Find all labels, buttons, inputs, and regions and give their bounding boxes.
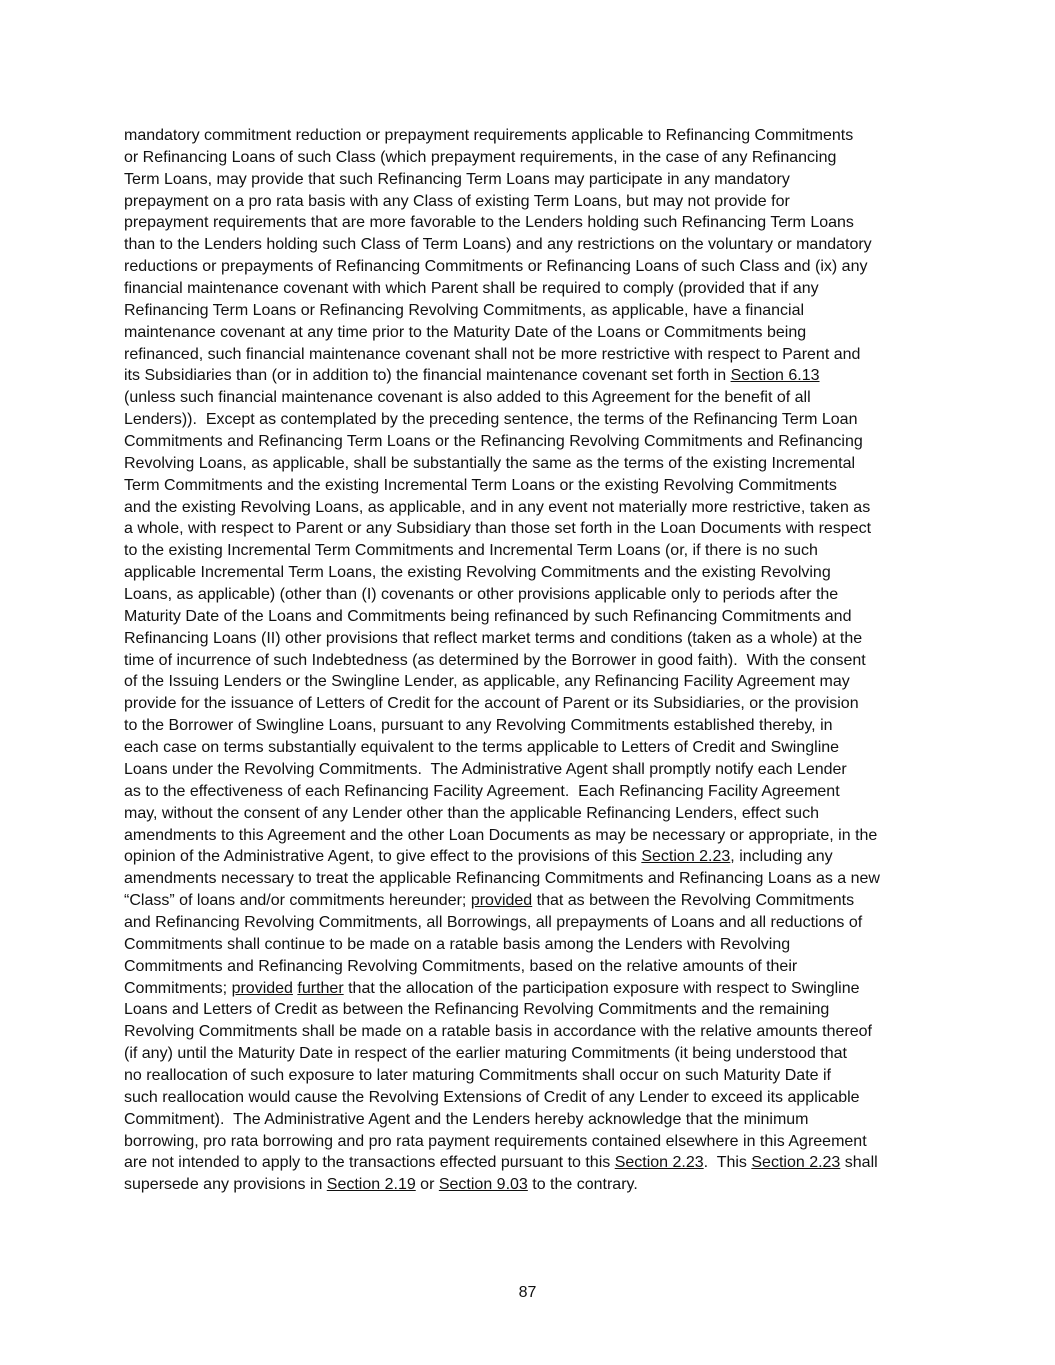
text-line — [124, 1109, 936, 1131]
text-line — [124, 1152, 936, 1174]
text-line — [124, 1065, 936, 1087]
text-segment: Commitments and Refinancing Term Loans or the Refinancing Revolving Commitments and Refinancing — [124, 433, 863, 451]
text-line — [124, 825, 936, 847]
text-line — [124, 956, 936, 978]
text-segment: maintenance covenant at any time prior to the Maturity Date of the Loans or Commitments being — [124, 323, 807, 341]
text-line — [124, 693, 936, 715]
text-line — [124, 759, 936, 781]
text-line — [124, 781, 936, 803]
text-line — [124, 1021, 936, 1043]
text-segment: Revolving Loans, as applicable, shall be substantially the same as the terms of the existing Incremental — [124, 454, 856, 472]
text-line — [124, 584, 936, 606]
text-line — [124, 344, 936, 366]
text-segment: Loans under the Revolving Commitments. The Administrative Agent shall promptly notify each Lender — [124, 760, 847, 778]
text-segment: borrowing, pro rata borrowing and pro rata payment requirements contained elsewhere in this Agreement — [124, 1132, 867, 1150]
text-line — [124, 912, 936, 934]
text-segment: its Subsidiaries than (or in addition to) the financial maintenance covenant set forth in — [124, 367, 731, 385]
text-line — [124, 1087, 936, 1109]
text-line — [124, 737, 936, 759]
text-segment: Maturity Date of the Loans and Commitments being refinanced by such Refinancing Commitments and — [124, 607, 852, 625]
text-segment: of the Issuing Lenders or the Swingline Lender, as applicable, any Refinancing Facility Agreement may — [124, 673, 850, 691]
text-segment: Commitment). The Administrative Agent and the Lenders hereby acknowledge that the minimum — [124, 1110, 809, 1128]
text-line — [124, 803, 936, 825]
text-segment: to the Borrower of Swingline Loans, pursuant to any Revolving Commitments established thereby, in — [124, 717, 833, 735]
text-segment: Term Commitments and the existing Incremental Term Loans or the existing Revolving Commitments — [124, 476, 837, 494]
text-line — [124, 191, 936, 213]
text-segment: no reallocation of such exposure to later maturing Commitments shall occur on such Maturity Date if — [124, 1066, 831, 1084]
text-line — [124, 606, 936, 628]
text-segment: “Class” of loans and/or commitments hereunder; — [124, 892, 471, 910]
text-segment: and the existing Revolving Loans, as applicable, and in any event not materially more restrictive, taken as — [124, 498, 871, 516]
body-paragraph — [124, 125, 936, 1196]
text-line — [124, 628, 936, 650]
cross-reference-text: Section 2.23 — [614, 1154, 704, 1172]
text-segment: to the existing Incremental Term Commitments and Incremental Term Loans (or, if there is no such — [124, 542, 818, 560]
text-line — [124, 715, 936, 737]
text-segment: amendments to this Agreement and the other Loan Documents as may be necessary or appropriate, in the — [124, 826, 878, 844]
text-line — [124, 256, 936, 278]
text-segment: each case on terms substantially equivalent to the terms applicable to Letters of Credit and Swingline — [124, 739, 840, 757]
text-segment: are not intended to apply to the transactions effected pursuant to this — [124, 1154, 615, 1172]
text-line — [124, 540, 936, 562]
text-line — [124, 999, 936, 1021]
text-segment: mandatory commitment reduction or prepayment requirements applicable to Refinancing Commitments — [124, 127, 854, 144]
text-line — [124, 562, 936, 584]
text-line — [124, 890, 936, 912]
text-line — [124, 497, 936, 519]
text-line — [124, 650, 936, 672]
text-segment: reductions or prepayments of Refinancing Commitments or Refinancing Loans of such Class and (ix) any — [124, 258, 868, 276]
text-line — [124, 322, 936, 344]
text-line — [124, 365, 936, 387]
text-line — [124, 978, 936, 1000]
text-segment: opinion of the Administrative Agent, to give effect to the provisions of this — [124, 848, 642, 866]
text-segment: prepayment requirements that are more favorable to the Lenders holding such Refinancing Term Loans — [124, 214, 854, 232]
text-segment: may, without the consent of any Lender other than the applicable Refinancing Lenders, effect such — [124, 804, 819, 822]
text-segment: than to the Lenders holding such Class of Term Loans) and any restrictions on the voluntary or mandatory — [124, 236, 872, 254]
text-segment: Refinancing Loans (II) other provisions that reflect market terms and conditions (taken as a whole) at the — [124, 629, 863, 647]
text-line — [124, 934, 936, 956]
text-line — [124, 1043, 936, 1065]
cross-reference-text: Section 9.03 — [438, 1176, 528, 1194]
text-segment: time of incurrence of such Indebtedness (as determined by the Borrower in good faith). With the consent — [124, 651, 866, 669]
text-segment: shall — [840, 1154, 878, 1172]
text-line — [124, 125, 936, 147]
text-line — [124, 278, 936, 300]
text-line — [124, 518, 936, 540]
cross-reference-text: provided — [470, 892, 533, 910]
text-line — [124, 212, 936, 234]
cross-reference-text: Section 2.23 — [641, 848, 731, 866]
text-segment: Commitments shall continue to be made on a ratable basis among the Lenders with Revolving — [124, 935, 791, 953]
text-segment: Loans and Letters of Credit as between the Refinancing Revolving Commitments and the remaining — [124, 1001, 830, 1019]
text-segment: prepayment on a pro rata basis with any Class of existing Term Loans, but may not provide for — [124, 192, 790, 210]
text-segment: supersede any provisions in — [124, 1176, 327, 1194]
cross-reference-text: Section 2.19 — [326, 1176, 416, 1194]
text-line — [124, 169, 936, 191]
text-line — [124, 1174, 936, 1196]
text-segment: or — [415, 1176, 439, 1194]
text-line — [124, 475, 936, 497]
cross-reference-text: Section 6.13 — [730, 367, 820, 385]
text-segment: such reallocation would cause the Revolving Extensions of Credit of any Lender to exceed its applicable — [124, 1088, 860, 1106]
text-segment: Commitments and Refinancing Revolving Commitments, based on the relative amounts of their — [124, 957, 798, 975]
text-line — [124, 234, 936, 256]
text-segment: a whole, with respect to Parent or any Subsidiary than those set forth in the Loan Documents with respect — [124, 520, 872, 538]
text-segment: , including any — [730, 848, 833, 866]
page-number: 87 — [518, 1284, 537, 1301]
text-segment: (unless such financial maintenance covenant is also added to this Agreement for the benefit of all — [124, 389, 811, 407]
text-segment: Refinancing Term Loans or Refinancing Revolving Commitments, as applicable, have a financial — [124, 301, 805, 319]
text-line — [124, 300, 936, 322]
text-segment: financial maintenance covenant with which Parent shall be required to comply (provided that if any — [124, 280, 819, 298]
text-segment: or Refinancing Loans of such Class (which prepayment requirements, in the case of any Refinancing — [124, 148, 837, 166]
text-line — [124, 868, 936, 890]
text-line — [124, 846, 936, 868]
text-segment: applicable Incremental Term Loans, the existing Revolving Commitments and the existing Revolving — [124, 564, 831, 582]
text-segment: . This — [703, 1154, 752, 1172]
text-segment: Lenders)). Except as contemplated by the preceding sentence, the terms of the Refinancing Term Loan — [124, 411, 858, 429]
cross-reference-text: further — [297, 979, 344, 997]
text-segment: that the allocation of the participation exposure with respect to Swingline — [343, 979, 860, 997]
text-line — [124, 387, 936, 409]
text-segment: provide for the issuance of Letters of Credit for the account of Parent or its Subsidiaries, or the provision — [124, 695, 859, 713]
text-segment: to the contrary. — [527, 1176, 638, 1194]
text-line — [124, 671, 936, 693]
text-line — [124, 1131, 936, 1153]
text-segment: and Refinancing Revolving Commitments, all Borrowings, all prepayments of Loans and all reductions of — [124, 913, 863, 931]
text-line — [124, 409, 936, 431]
text-segment: refinanced, such financial maintenance covenant shall not be more restrictive with respect to Parent and — [124, 345, 861, 363]
text-line — [124, 431, 936, 453]
cross-reference-text: Section 2.23 — [751, 1154, 841, 1172]
text-segment: Revolving Commitments shall be made on a ratable basis in accordance with the relative amounts thereof — [124, 1023, 872, 1041]
text-segment: Term Loans, may provide that such Refinancing Term Loans may participate in any mandatory — [124, 170, 790, 188]
text-segment: Loans, as applicable) (other than (I) covenants or other provisions applicable only to periods after the — [124, 586, 839, 604]
text-line — [124, 147, 936, 169]
text-line — [124, 453, 936, 475]
text-segment: that as between the Revolving Commitments — [532, 892, 855, 910]
text-segment: Commitments; — [124, 979, 232, 997]
text-segment: (if any) until the Maturity Date in respect of the earlier maturing Commitments (it being understood that — [124, 1045, 847, 1063]
text-segment: as to the effectiveness of each Refinancing Facility Agreement. Each Refinancing Facility Agreement — [124, 782, 840, 800]
cross-reference-text: provided — [231, 979, 293, 997]
text-segment: amendments necessary to treat the applicable Refinancing Commitments and Refinancing Loans as a new — [124, 870, 880, 888]
